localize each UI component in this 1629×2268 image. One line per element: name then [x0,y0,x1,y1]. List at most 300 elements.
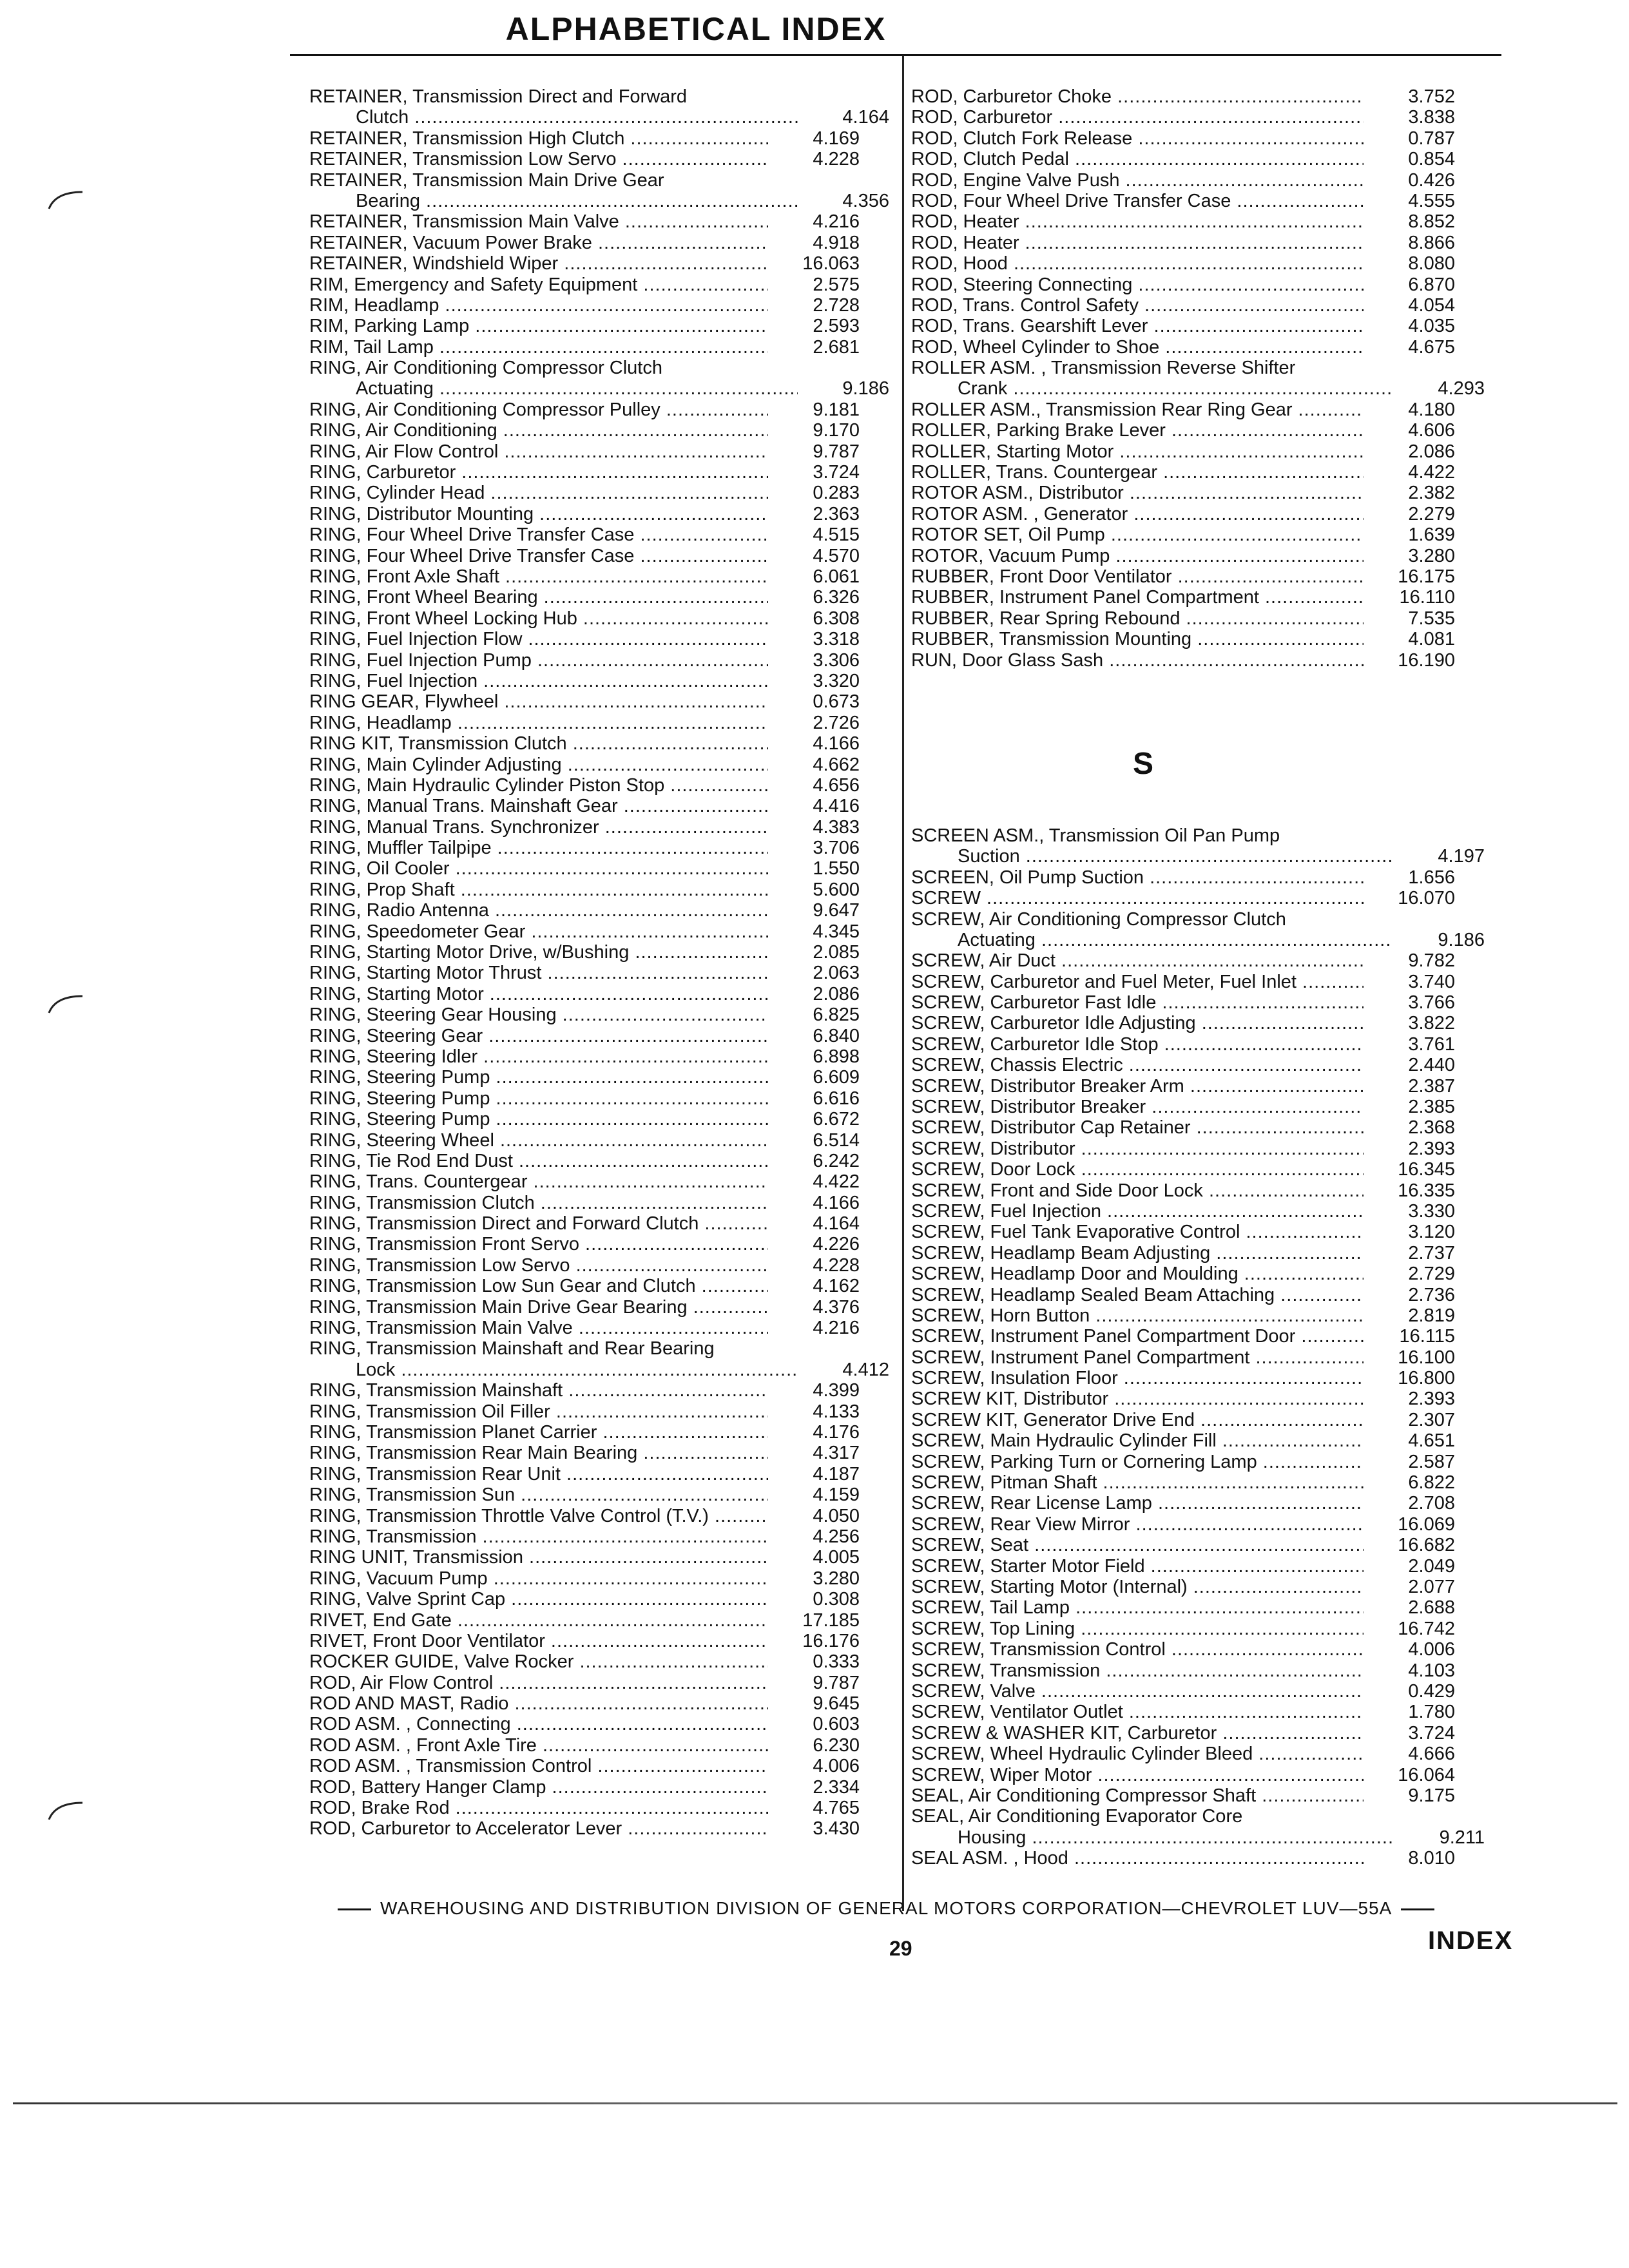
index-entry [911,1493,1485,1514]
entry-label: SCREW, Wheel Hydraulic Cylinder Bleed ..... [911,1744,1364,1764]
entry-label: RING, Transmission Planet Carrier ..... [309,1422,768,1443]
index-group-s [911,825,1485,1869]
index-entry [309,963,889,983]
entry-page-ref: 2.593 [813,316,860,337]
entry-page-ref: 2.368 [1408,1117,1455,1139]
index-entry [911,650,1485,671]
entry-page-ref: 3.838 [1408,107,1455,128]
entry-label: RING, Transmission Rear Main Bearing ..... [309,1443,768,1463]
entry-label: SCREW, Distributor Breaker ..... [911,1097,1364,1117]
entry-page-ref: 16.800 [1398,1368,1455,1389]
entry-label: SCREW, Main Hydraulic Cylinder Fill ..... [911,1430,1364,1451]
entry-label: RING, Trans. Countergear ..... [309,1171,768,1192]
index-entry [309,211,889,232]
entry-page-ref: 3.320 [813,670,860,691]
entry-page-ref: 16.175 [1398,566,1455,587]
section-letter: S [1132,746,1153,781]
entry-label: SCREW, Starting Motor (Internal) ..... [911,1577,1364,1597]
entry-page-ref: 4.006 [813,1756,860,1777]
index-entry [309,233,889,253]
entry-label: RING, Steering Idler ..... [309,1046,768,1067]
entry-page-ref: 0.426 [1408,169,1455,191]
index-entry [309,128,889,149]
entry-label: ROD AND MAST, Radio ..... [309,1693,768,1714]
entry-label: ROTOR SET, Oil Pump ..... [911,524,1364,545]
entry-page-ref: 2.587 [1408,1451,1455,1472]
index-entry [309,1276,889,1296]
entry-label: SCREW & WASHER KIT, Carburetor ..... [911,1723,1364,1744]
entry-page-ref: 9.170 [813,420,860,441]
entry-label: RING, Transmission Main Valve ..... [309,1318,768,1338]
entry-page-ref: 2.440 [1408,1055,1455,1076]
entry-label: ROD, Carburetor ..... [911,107,1364,128]
entry-page-ref: 3.280 [1408,545,1455,566]
entry-page-ref: 4.765 [813,1798,860,1819]
entry-page-ref: 16.069 [1398,1514,1455,1535]
entry-page-ref: 0.854 [1408,149,1455,170]
index-entry [309,1338,889,1380]
entry-page-ref: 2.736 [1408,1284,1455,1305]
entry-page-ref: 2.382 [1408,483,1455,504]
index-entry [309,1714,889,1735]
index-entry [911,1347,1485,1368]
index-entry [309,838,889,858]
entry-label: ROD, Wheel Cylinder to Shoe ..... [911,337,1364,358]
entry-page-ref: 4.666 [1408,1744,1455,1765]
index-entry [911,992,1485,1013]
index-entry [911,1013,1485,1033]
index-entry [911,1702,1485,1722]
index-entry [309,1151,889,1171]
entry-page-ref: 16.345 [1398,1159,1455,1180]
index-entry [911,1180,1485,1201]
entry-label: SCREW, Rear License Lamp ..... [911,1493,1364,1514]
entry-label: RUN, Door Glass Sash ..... [911,650,1364,671]
index-entry [309,337,889,358]
entry-label: SCREW, Door Lock ..... [911,1159,1364,1180]
entry-label: RING, Transmission Clutch ..... [309,1193,768,1213]
entry-page-ref: 16.176 [802,1630,860,1651]
index-entry [309,775,889,796]
entry-page-ref: 4.081 [1408,629,1455,650]
index-entry [911,1368,1485,1389]
entry-page-ref: 3.724 [813,462,860,483]
entry-page-ref: 4.054 [1408,294,1455,316]
entry-page-ref: 8.010 [1408,1848,1455,1869]
entry-page-ref: 4.050 [813,1505,860,1526]
binder-hole-mark-icon [46,991,85,1017]
entry-page-ref: 16.064 [1398,1764,1455,1785]
entry-page-ref: 16.682 [1398,1535,1455,1556]
entry-page-ref: 0.333 [813,1651,860,1673]
index-entry [309,1109,889,1129]
index-entry [309,1485,889,1505]
footer-dash-left [338,1908,371,1910]
entry-label: RIVET, End Gate ..... [309,1610,768,1631]
entry-label: ROD, Brake Rod ..... [309,1798,768,1818]
index-entry [309,1004,889,1025]
entry-page-ref: 4.416 [813,796,860,817]
index-entry [911,1723,1485,1744]
index-entry [911,1159,1485,1180]
entry-label: RING, Transmission Throttle Valve Control (T.V.) ..... [309,1506,768,1526]
entry-page-ref: 3.766 [1408,992,1455,1014]
index-entry [309,1422,889,1443]
index-entry [911,1556,1485,1577]
entry-page-ref: 16.063 [802,253,860,274]
entry-page-ref: 0.429 [1408,1680,1455,1702]
index-entry [309,1026,889,1046]
entry-page-ref: 4.176 [813,1422,860,1443]
index-entry [911,1639,1485,1660]
entry-page-ref: 16.115 [1399,1326,1455,1347]
entry-label: ROD, Heater ..... [911,211,1364,232]
entry-label: RING, Air Flow Control ..... [309,441,768,462]
index-entry [911,1326,1485,1347]
index-entry [911,86,1485,107]
entry-continuation: Housing ..... [911,1827,1393,1848]
index-entry [911,1765,1485,1785]
entry-page-ref: 9.186 [842,378,889,399]
index-entry [309,441,889,462]
entry-page-ref: 3.822 [1408,1013,1455,1034]
entry-page-ref: 2.363 [813,503,860,524]
entry-label: RING, Air Conditioning ..... [309,420,768,441]
entry-label: RING, Four Wheel Drive Transfer Case ..... [309,524,768,545]
index-entry [911,888,1485,908]
entry-label: ROLLER, Trans. Countergear ..... [911,462,1364,483]
index-entry [911,950,1485,971]
entry-label: ROD, Engine Valve Push ..... [911,170,1364,191]
entry-label: RING, Steering Wheel ..... [309,1130,768,1151]
entry-page-ref: 4.606 [1408,420,1455,441]
entry-label: RING, Front Wheel Locking Hub ..... [309,608,768,629]
entry-label: ROTOR ASM. , Generator ..... [911,504,1364,524]
entry-label: SCREW, Fuel Tank Evaporative Control ..... [911,1222,1364,1242]
entry-page-ref: 2.279 [1408,503,1455,524]
index-entry [911,1681,1485,1702]
index-entry [911,1660,1485,1681]
index-entry [911,1201,1485,1222]
entry-label: SCREW, Ventilator Outlet ..... [911,1702,1364,1722]
entry-page-ref: 1.550 [813,858,860,879]
entry-page-ref: 1.639 [1408,524,1455,546]
entry-page-ref: 0.308 [813,1589,860,1610]
entry-continuation: Lock ..... [309,1360,798,1380]
entry-label: RING, Starting Motor Drive, w/Bushing ..... [309,942,768,963]
index-entry [309,1088,889,1109]
entry-label: RING, Main Cylinder Adjusting ..... [309,754,768,775]
entry-page-ref: 2.729 [1408,1264,1455,1285]
entry-page-ref: 4.226 [813,1234,860,1255]
entry-page-ref: 0.787 [1408,128,1455,149]
entry-page-ref: 4.399 [813,1380,860,1401]
entry-page-ref: 4.317 [813,1443,860,1464]
entry-page-ref: 4.376 [813,1296,860,1318]
entry-label: ROD ASM. , Front Axle Tire ..... [309,1735,768,1756]
index-entry [911,1097,1485,1117]
entry-label: RING KIT, Transmission Clutch ..... [309,733,768,754]
entry-page-ref: 6.822 [1408,1472,1455,1494]
index-entry [911,420,1485,441]
index-entry [911,825,1485,867]
index-entry [309,358,889,399]
index-entry [309,1818,889,1839]
entry-label: SCREW, Headlamp Door and Moulding ..... [911,1264,1364,1284]
index-entry [911,462,1485,483]
entry-page-ref: 4.133 [813,1401,860,1422]
index-entry [309,1318,889,1338]
entry-label: RING UNIT, Transmission ..... [309,1547,768,1568]
index-entry [911,337,1485,358]
entry-label: RING, Headlamp ..... [309,713,768,733]
entry-label: ROCKER GUIDE, Valve Rocker ..... [309,1651,768,1672]
entry-page-ref: 9.175 [1408,1785,1455,1806]
index-entry [309,1756,889,1776]
index-entry [309,713,889,733]
entry-label: ROLLER, Parking Brake Lever ..... [911,420,1364,441]
index-entry [309,1464,889,1485]
entry-label: RIM, Tail Lamp ..... [309,337,768,358]
index-entry [309,546,889,566]
entry-page-ref: 2.819 [1408,1305,1455,1326]
entry-label: ROD, Trans. Control Safety ..... [911,295,1364,316]
entry-label: RING, Front Axle Shaft ..... [309,566,768,587]
entry-label: SCREW, Transmission ..... [911,1660,1364,1681]
index-entry [911,909,1485,951]
bottom-rule [13,2102,1617,2104]
entry-page-ref: 4.656 [813,774,860,796]
index-entry [911,629,1485,649]
entry-heading: RING, Air Conditioning Compressor Clutch [309,358,662,379]
entry-label: RING, Transmission Low Servo ..... [309,1255,768,1276]
entry-heading: RETAINER, Transmission Direct and Forward [309,86,688,107]
index-entry [911,546,1485,566]
entry-page-ref: 4.166 [813,1192,860,1213]
entry-page-ref: 2.708 [1408,1493,1455,1514]
entry-label: RING, Manual Trans. Synchronizer ..... [309,817,768,838]
entry-label: RUBBER, Transmission Mounting ..... [911,629,1364,649]
entry-page-ref: 4.356 [842,190,889,211]
index-entry [309,629,889,649]
index-entry [309,900,889,921]
index-entry [911,1305,1485,1326]
entry-label: RING, Transmission Front Servo ..... [309,1234,768,1254]
entry-page-ref: 6.825 [813,1004,860,1026]
index-entry [309,504,889,524]
index-entry [309,1234,889,1254]
entry-page-ref: 16.190 [1398,649,1455,671]
entry-page-ref: 4.228 [813,1254,860,1276]
entry-label: RING, Transmission ..... [309,1526,768,1547]
index-entry [309,754,889,775]
entry-label: SCREW, Horn Button ..... [911,1305,1364,1326]
entry-page-ref: 4.422 [813,1171,860,1193]
entry-label: RING, Fuel Injection Pump ..... [309,650,768,671]
index-entry [911,170,1485,191]
index-entry [911,1744,1485,1764]
entry-label: RUBBER, Instrument Panel Compartment ..... [911,587,1364,608]
entry-label: RING, Starting Motor Thrust ..... [309,963,768,983]
entry-page-ref: 4.180 [1408,399,1455,420]
index-entry [309,1777,889,1798]
entry-page-ref: 0.673 [813,691,860,713]
entry-label: RING, Air Conditioning Compressor Pulley ..... [309,399,768,420]
entry-page-ref: 2.086 [813,983,860,1004]
entry-page-ref: 16.070 [1398,888,1455,909]
entry-label: RING, Four Wheel Drive Transfer Case ..... [309,546,768,566]
entry-page-ref: 9.181 [813,399,860,420]
index-entry [309,1193,889,1213]
entry-continuation: Suction ..... [911,846,1393,867]
index-entry [309,671,889,691]
entry-page-ref: 6.870 [1408,274,1455,295]
entry-label: RING, Transmission Main Drive Gear Bearing ..... [309,1297,768,1318]
entry-page-ref: 2.393 [1408,1138,1455,1159]
entry-page-ref: 3.706 [813,838,860,859]
index-entry [309,858,889,879]
entry-page-ref: 4.035 [1408,316,1455,337]
entry-label: RETAINER, Vacuum Power Brake ..... [309,233,768,253]
entry-label: RIVET, Front Door Ventilator ..... [309,1631,768,1651]
entry-page-ref: 1.780 [1408,1702,1455,1723]
entry-label: ROD, Trans. Gearshift Lever ..... [911,316,1364,336]
index-entry [911,107,1485,128]
entry-label: ROTOR ASM., Distributor ..... [911,483,1364,503]
index-entry [911,1577,1485,1597]
entry-page-ref: 9.211 [1439,1827,1485,1848]
entry-page-ref: 4.006 [1408,1639,1455,1660]
index-entry [911,1597,1485,1618]
entry-page-ref: 4.651 [1408,1430,1455,1452]
entry-page-ref: 8.080 [1408,253,1455,274]
entry-label: RING, Starting Motor ..... [309,984,768,1004]
footer-dash-right [1401,1908,1434,1910]
entry-label: RING, Speedometer Gear ..... [309,921,768,942]
entry-label: ROD, Clutch Pedal ..... [911,149,1364,169]
entry-label: RETAINER, Transmission Low Servo ..... [309,149,768,169]
index-entry [309,253,889,274]
entry-page-ref: 6.061 [813,566,860,587]
index-entry [911,233,1485,253]
footer-line [329,1898,1527,1919]
entry-continuation: Bearing ..... [309,191,798,211]
entry-label: RETAINER, Transmission Main Valve ..... [309,211,768,232]
entry-page-ref: 1.656 [1408,867,1455,888]
entry-label: ROD, Battery Hanger Clamp ..... [309,1777,768,1798]
entry-label: SCREW, Valve ..... [911,1681,1364,1702]
index-entry [911,972,1485,992]
entry-label: RING, Transmission Low Sun Gear and Clutch ..... [309,1276,768,1296]
entry-page-ref: 4.256 [813,1526,860,1547]
index-entry [309,1067,889,1088]
entry-label: SCREW, Parking Turn or Cornering Lamp ..... [911,1452,1364,1472]
index-entry [911,1222,1485,1242]
entry-label: RING, Front Wheel Bearing ..... [309,587,768,608]
entry-page-ref: 2.063 [813,963,860,984]
entry-heading: SEAL, Air Conditioning Evaporator Core [911,1806,1243,1827]
entry-page-ref: 4.216 [813,1318,860,1339]
footer-text: WAREHOUSING AND DISTRIBUTION DIVISION OF GENERAL MOTORS CORPORATION—CHEVROLET LUV—55A [380,1898,1393,1918]
index-entry [911,1430,1485,1451]
index-entry [911,441,1485,462]
entry-label: RING, Fuel Injection Flow ..... [309,629,768,649]
entry-page-ref: 2.385 [1408,1097,1455,1118]
index-entry [309,274,889,295]
entry-label: ROD, Clutch Fork Release ..... [911,128,1364,149]
entry-page-ref: 3.761 [1408,1033,1455,1055]
entry-page-ref: 16.110 [1399,587,1455,608]
index-entry [309,1651,889,1672]
entry-label: RETAINER, Windshield Wiper ..... [309,253,768,274]
index-entry [309,1568,889,1589]
title-rule [290,54,1501,56]
entry-page-ref: 2.307 [1408,1409,1455,1430]
entry-page-ref: 7.535 [1408,608,1455,629]
entry-heading: RING, Transmission Mainshaft and Rear Bearing [309,1338,715,1360]
entry-page-ref: 6.230 [813,1735,860,1756]
entry-page-ref: 6.242 [813,1150,860,1171]
entry-label: RING, Manual Trans. Mainshaft Gear ..... [309,796,768,816]
index-entry [309,483,889,503]
entry-label: ROD, Carburetor to Accelerator Lever ..... [309,1818,768,1839]
entry-page-ref: 4.345 [813,921,860,942]
index-entry [911,399,1485,420]
entry-page-ref: 4.169 [813,128,860,149]
entry-label: SCREW, Insulation Floor ..... [911,1368,1364,1389]
index-entry [911,149,1485,169]
entry-page-ref: 2.334 [813,1776,860,1798]
entry-page-ref: 17.185 [802,1610,860,1631]
index-entry [911,253,1485,274]
index-entry [309,86,889,128]
index-entry [911,1243,1485,1264]
entry-label: RING, Vacuum Pump ..... [309,1568,768,1589]
index-entry [309,942,889,963]
entry-label: ROLLER ASM., Transmission Rear Ring Gear ..... [911,399,1364,420]
entry-label: RING, Prop Shaft ..... [309,879,768,900]
index-entry [309,149,889,169]
index-entry [309,921,889,942]
entry-label: RIM, Headlamp ..... [309,295,768,316]
index-entry [309,1673,889,1693]
index-entry [309,1693,889,1714]
entry-heading: SCREEN ASM., Transmission Oil Pan Pump [911,825,1280,846]
index-entry [911,1619,1485,1639]
entry-heading: RETAINER, Transmission Main Drive Gear [309,169,664,191]
index-entry [309,1401,889,1422]
entry-page-ref: 3.120 [1408,1222,1455,1243]
entry-page-ref: 9.782 [1408,950,1455,972]
entry-label: ROD, Four Wheel Drive Transfer Case ..... [911,191,1364,211]
entry-page-ref: 4.662 [813,754,860,775]
entry-page-ref: 2.049 [1408,1555,1455,1577]
entry-label: RING, Steering Gear Housing ..... [309,1004,768,1025]
entry-page-ref: 2.393 [1408,1389,1455,1410]
entry-label: RING GEAR, Flywheel ..... [309,691,768,712]
entry-label: RIM, Emergency and Safety Equipment ..... [309,274,768,295]
index-entry [309,1798,889,1818]
entry-page-ref: 3.752 [1408,86,1455,107]
binder-hole-mark-icon [46,1798,85,1823]
entry-page-ref: 2.085 [813,942,860,963]
entry-label: SCREW, Distributor ..... [911,1139,1364,1159]
index-entry [309,1130,889,1151]
entry-page-ref: 0.603 [813,1714,860,1735]
entry-page-ref: 2.681 [813,336,860,358]
entry-continuation: Actuating ..... [309,378,798,399]
entry-page-ref: 4.383 [813,816,860,838]
